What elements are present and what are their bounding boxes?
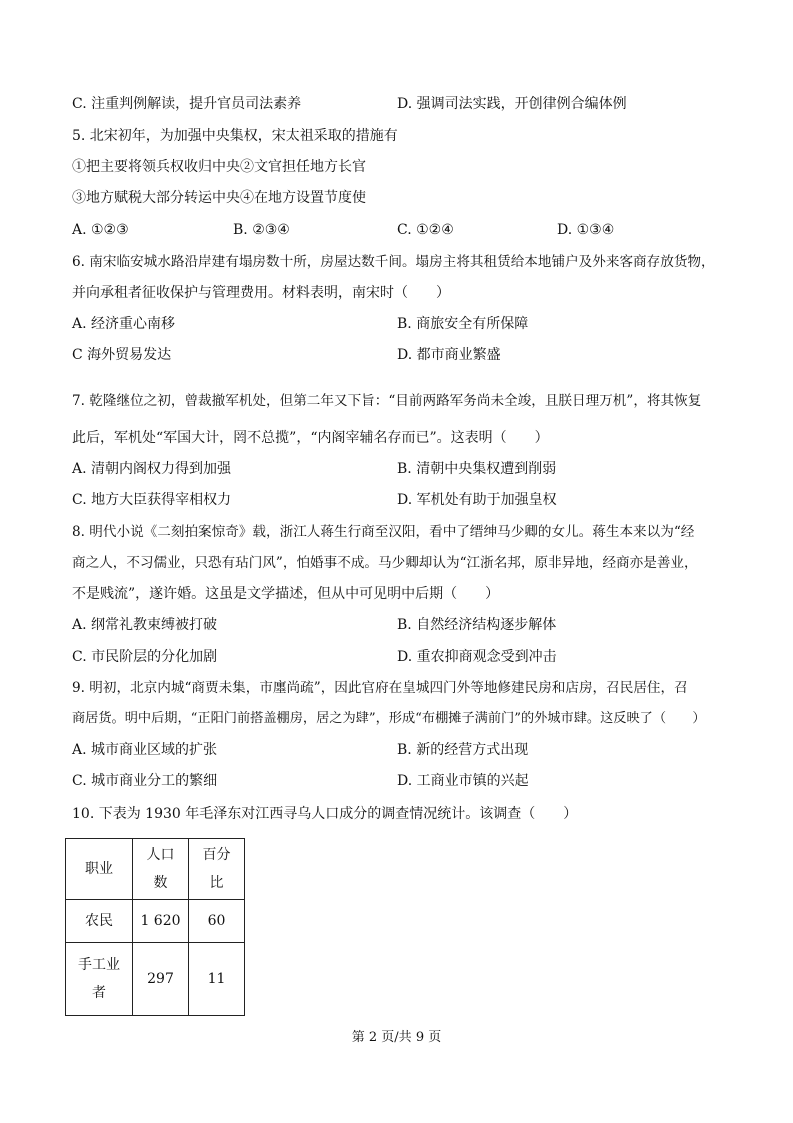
- q6-option-c: C 海外贸易发达: [72, 347, 172, 363]
- page-footer: 第 2 页/共 9 页: [351, 1030, 442, 1045]
- population-table: [65, 838, 245, 1016]
- q8-option-a: A. 纲常礼教束缚被打破: [72, 617, 218, 633]
- q8-stem-line1: 8. 明代小说《二刻拍案惊奇》载，浙江人蒋生行商至汉阳，看中了缙绅马少卿的女儿。蒋生本来以为“经: [72, 524, 695, 540]
- table-header-cell: 百分比: [189, 839, 245, 900]
- table-header-row: [66, 839, 245, 900]
- table-row: [66, 900, 245, 943]
- table-header-cell: 人口数: [133, 839, 189, 900]
- q7-option-c: C. 地方大臣获得宰相权力: [72, 492, 232, 508]
- table-cell: 手工业者: [66, 943, 133, 1016]
- q7-option-d: D. 军机处有助于加强皇权: [397, 492, 557, 508]
- q5-option-d: D. ①③④: [557, 222, 615, 238]
- q8-stem-line3: 不是贱流”，遂许婚。这虽是文学描述，但从中可见明中后期（ ）: [72, 586, 500, 602]
- q8-option-d: D. 重农抑商观念受到冲击: [397, 649, 557, 665]
- q5-option-a: A. ①②③: [72, 222, 129, 238]
- table-cell: 1 620: [133, 900, 189, 943]
- table-header-cell: 职业: [66, 839, 133, 900]
- q10-stem: 10. 下表为 1930 年毛泽东对江西寻乌人口成分的调查情况统计。该调查（ ）: [72, 806, 578, 822]
- table-cell: 11: [189, 943, 245, 1016]
- q6-stem-line1: 6. 南宋临安城水路沿岸建有塌房数十所，房屋达数千间。塌房主将其租赁给本地铺户及外来客商存放货物，: [72, 254, 715, 270]
- q8-option-c: C. 市民阶层的分化加剧: [72, 649, 218, 665]
- q7-option-b: B. 清朝中央集权遭到削弱: [397, 461, 557, 477]
- table-cell: 60: [189, 900, 245, 943]
- q5-option-b: B. ②③④: [233, 222, 290, 238]
- q6-option-b: B. 商旅安全有所保障: [397, 316, 529, 332]
- q9-option-d: D. 工商业市镇的兴起: [397, 773, 529, 789]
- q7-option-a: A. 清朝内阁权力得到加强: [72, 461, 232, 477]
- q6-stem-line2: 并向承租者征收保护与管理费用。材料表明，南宋时（ ）: [72, 285, 450, 301]
- q5-items-line2: ③地方赋税大部分转运中央④在地方设置节度使: [72, 190, 366, 206]
- q6-option-d: D. 都市商业繁盛: [397, 347, 501, 363]
- q9-option-b: B. 新的经营方式出现: [397, 742, 529, 758]
- q6-option-a: A. 经济重心南移: [72, 316, 176, 332]
- q8-option-b: B. 自然经济结构逐步解体: [397, 617, 557, 633]
- q5-items-line1: ①把主要将领兵权收归中央②文官担任地方长官: [72, 159, 366, 175]
- q9-stem-line2: 商居货。明中后期，“正阳门前搭盖棚房，居之为肆”，形成“布棚摊子满前门”的外城市肆。这反映了（ ）: [72, 711, 706, 726]
- q7-stem-line2: 此后，军机处“军国大计，罔不总揽”，“内阁宰辅名存而已”。这表明（ ）: [72, 430, 549, 446]
- table-cell: 297: [133, 943, 189, 1016]
- q9-option-a: A. 城市商业区域的扩张: [72, 742, 218, 758]
- q9-option-c: C. 城市商业分工的繁细: [72, 773, 218, 789]
- q9-stem-line1: 9. 明初，北京内城“商贾未集，市廛尚疏”，因此官府在皇城四门外等地修建民房和店房，召民居住，召: [72, 680, 688, 696]
- q5-option-c: C. ①②④: [397, 222, 454, 238]
- q7-stem-line1: 7. 乾隆继位之初，曾裁撤军机处，但第二年又下旨：“目前两路军务尚未全竣，且朕日理万机”，将其恢复: [72, 393, 702, 409]
- q4-option-d: D. 强调司法实践，开创律例合编体例: [397, 96, 627, 112]
- q5-stem: 5. 北宋初年，为加强中央集权，宋太祖采取的措施有: [72, 128, 398, 144]
- table-cell: 农民: [66, 900, 133, 943]
- q8-stem-line2: 商之人，不习儒业，只恐有玷门风”，怕婚事不成。马少卿却认为“江浙名邦，原非异地，经商亦是善业，: [72, 555, 698, 571]
- table-row: [66, 943, 245, 1016]
- q4-option-c: C. 注重判例解读，提升官员司法素养: [72, 96, 302, 112]
